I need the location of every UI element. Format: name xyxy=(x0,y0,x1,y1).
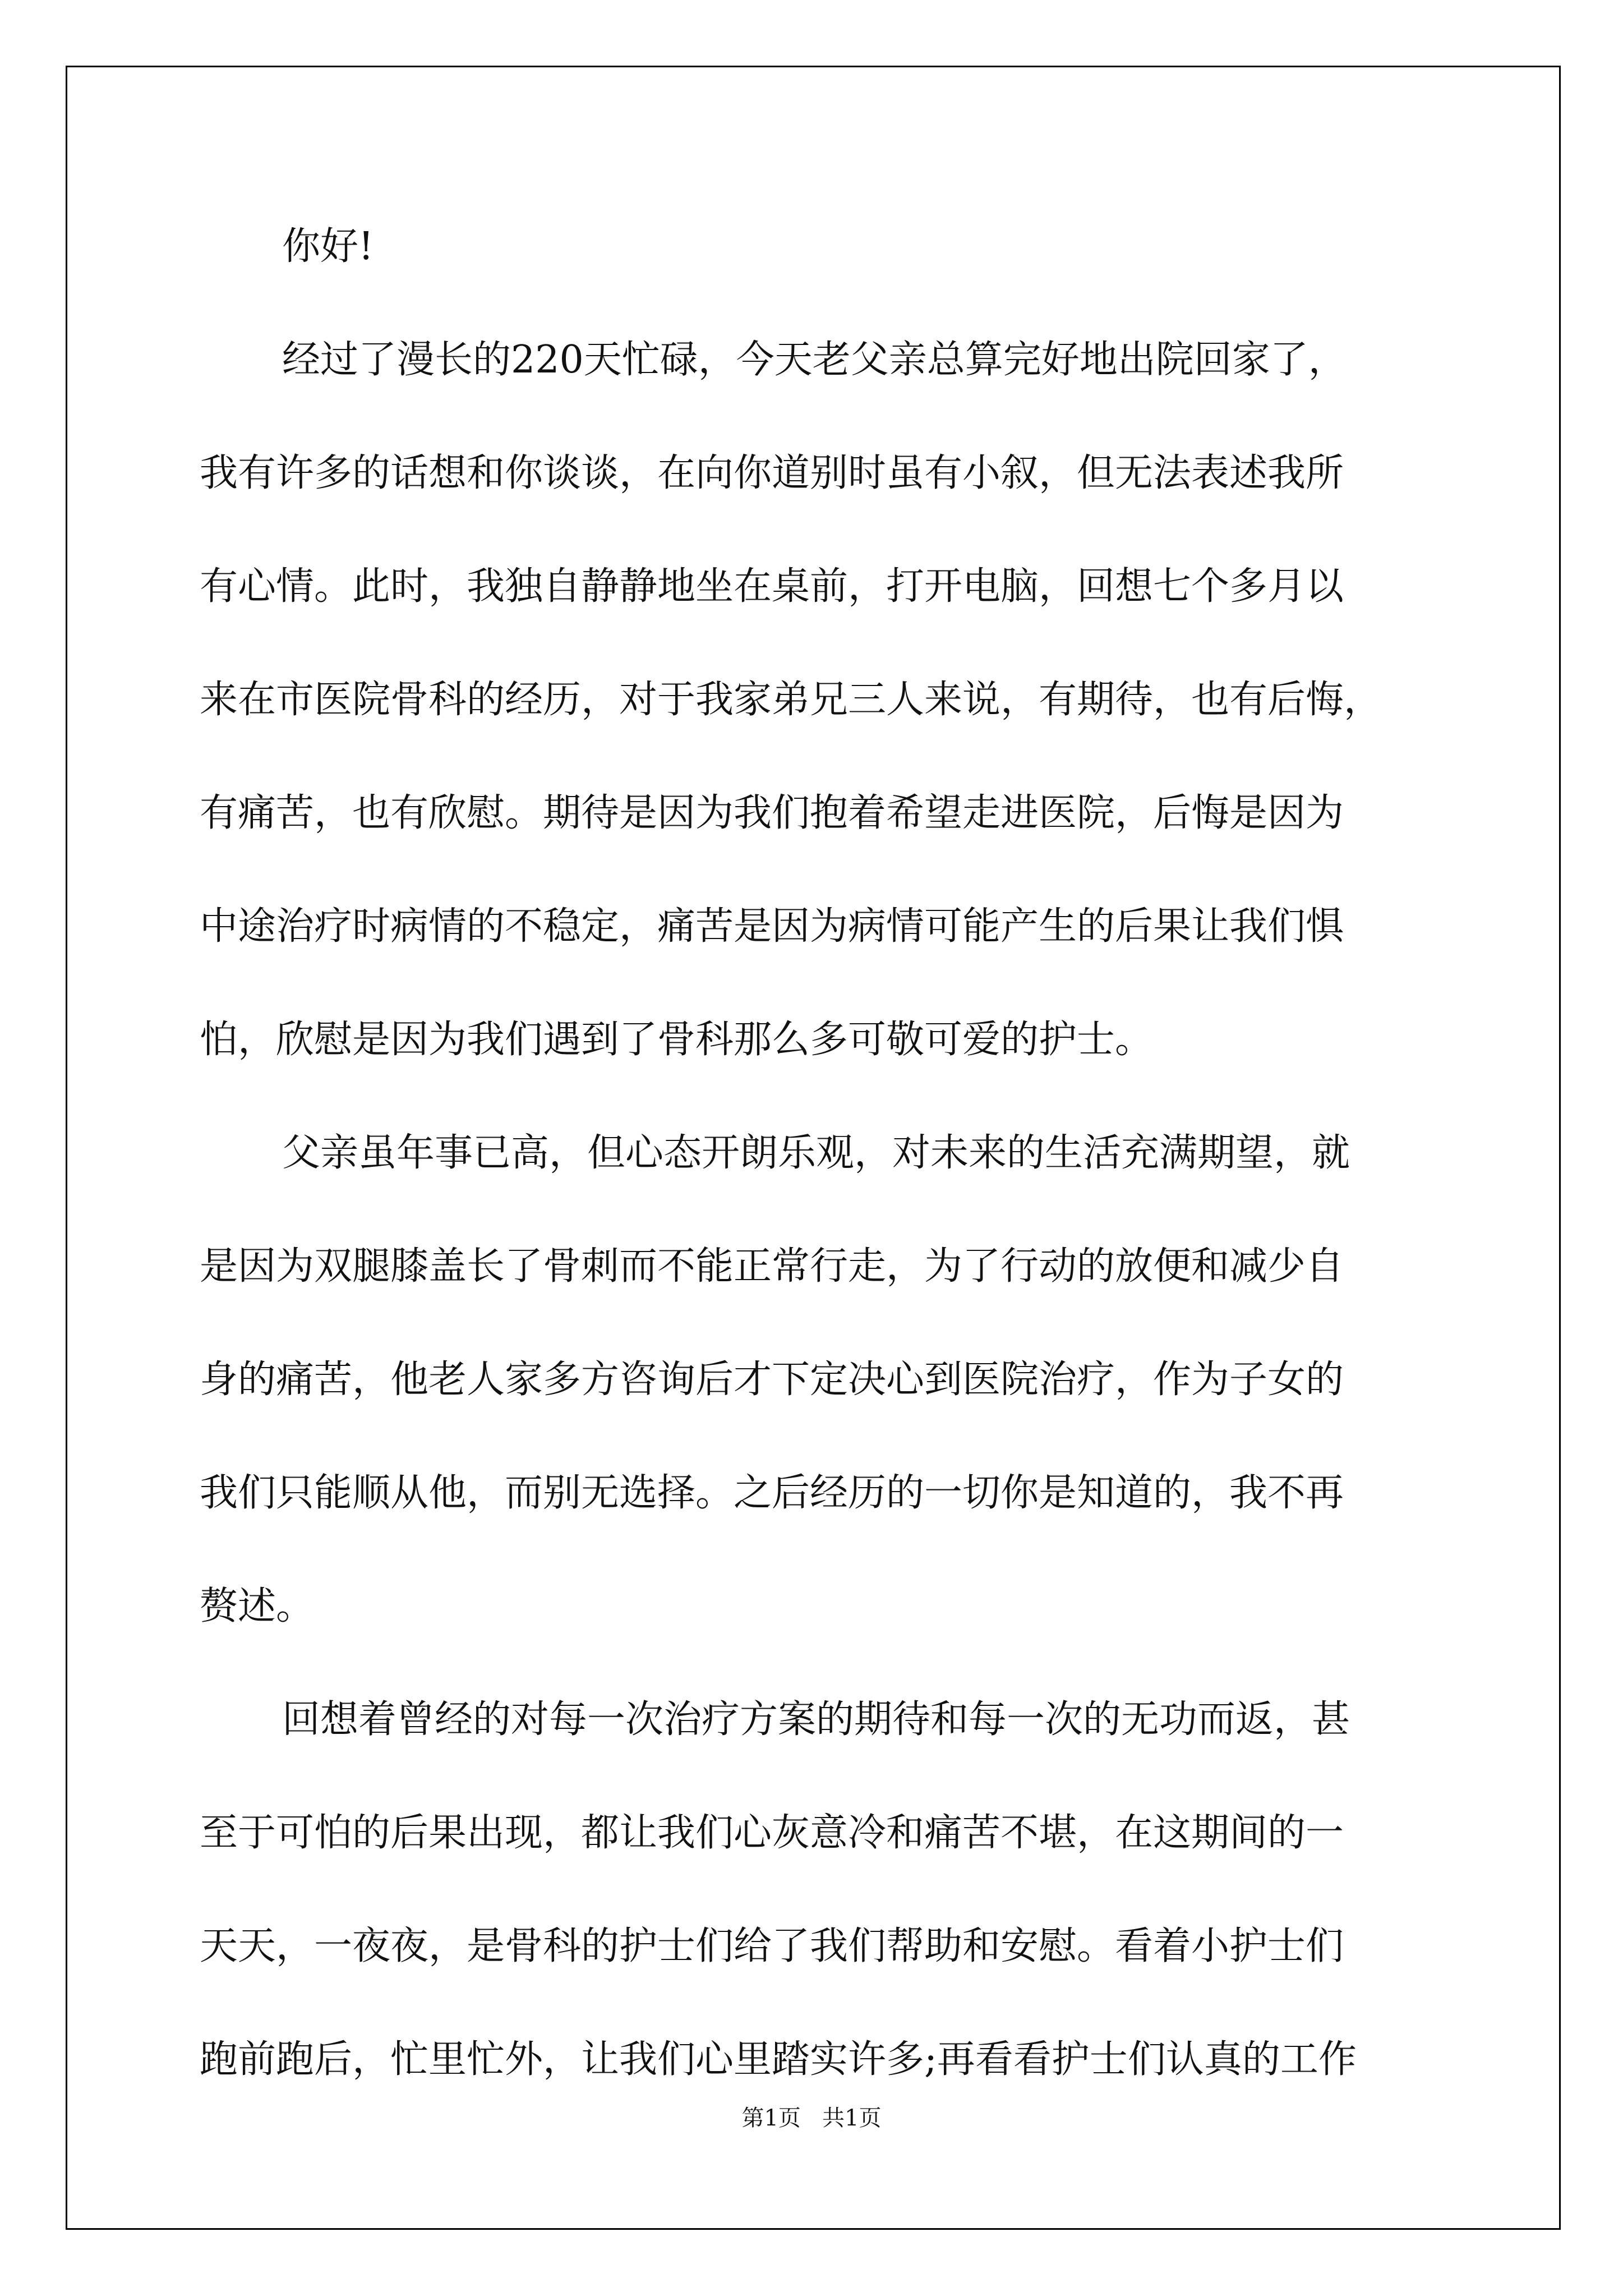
text-line: 中途治疗时病情的不稳定，痛苦是因为病情可能产生的后果让我们惧 xyxy=(200,904,1344,949)
text-line: 回想着曾经的对每一次治疗方案的期待和每一次的无功而返，甚 xyxy=(282,1697,1350,1742)
text-line: 经过了漫长的220天忙碌，今天老父亲总算完好地出院回家了， xyxy=(282,338,1347,382)
text-line: 有痛苦，也有欣慰。期待是因为我们抱着希望走进医院，后悔是因为 xyxy=(200,791,1344,835)
text-line: 是因为双腿膝盖长了骨刺而不能正常行走，为了行动的放便和减少自 xyxy=(200,1244,1344,1289)
text-line: 我有许多的话想和你谈谈，在向你道别时虽有小叙，但无法表述我所 xyxy=(200,451,1344,495)
text-line: 父亲虽年事已高，但心态开朗乐观，对未来的生活充满期望，就 xyxy=(282,1131,1350,1175)
text-line: 跑前跑后，忙里忙外，让我们心里踏实许多;再看看护士们认真的工作 xyxy=(200,2037,1357,2082)
text-line: 至于可怕的后果出现，都让我们心灰意冷和痛苦不堪，在这期间的一 xyxy=(200,1811,1344,1855)
text-line: 天天，一夜夜，是骨科的护士们给了我们帮助和安慰。看着小护士们 xyxy=(200,1924,1344,1968)
text-line: 你好! xyxy=(282,224,374,269)
page-number: 第1页 共1页 xyxy=(741,2105,882,2131)
page-footer xyxy=(0,2105,1623,2132)
text-line: 来在市医院骨科的经历，对于我家弟兄三人来说，有期待，也有后悔， xyxy=(200,678,1382,722)
text-line: 怕，欣慰是因为我们遇到了骨科那么多可敬可爱的护士。 xyxy=(200,1018,1154,1062)
text-line: 有心情。此时，我独自静静地坐在桌前，打开电脑，回想七个多月以 xyxy=(200,564,1344,609)
text-line: 赘述。 xyxy=(200,1584,315,1628)
text-line: 我们只能顺从他，而别无选择。之后经历的一切你是知道的，我不再 xyxy=(200,1471,1344,1515)
text-line: 身的痛苦，他老人家多方咨询后才下定决心到医院治疗，作为子女的 xyxy=(200,1358,1344,1402)
